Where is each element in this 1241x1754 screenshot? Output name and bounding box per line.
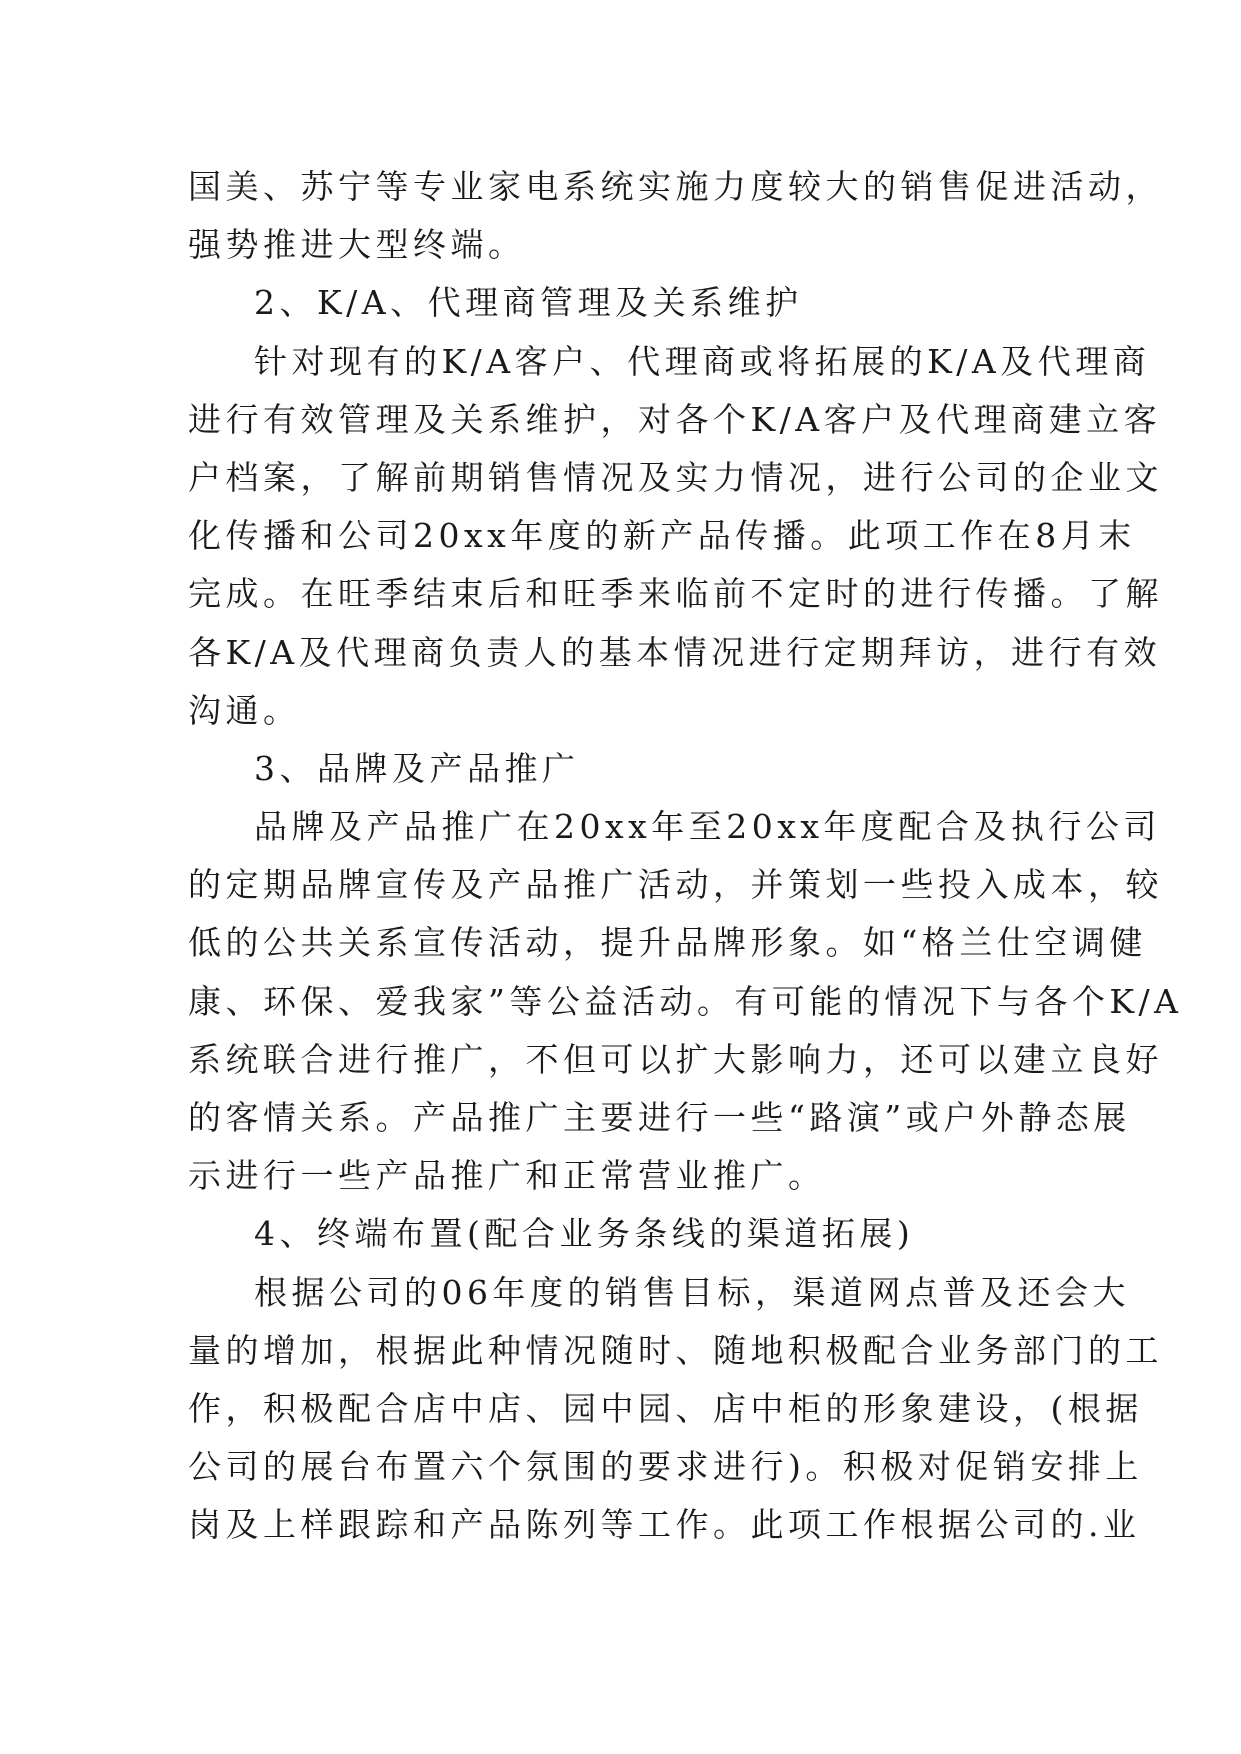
document-body (188, 158, 1183, 1555)
text-line: 岗及上样跟踪和产品陈列等工作。此项工作根据公司的.业 (188, 1505, 1141, 1545)
text-line: 低的公共关系宣传活动，提升品牌形象。如“格兰仕空调健 (188, 923, 1147, 963)
text-line: 品牌及产品推广在20xx年至20xx年度配合及执行公司 (254, 807, 1161, 847)
text-line: 的客情关系。产品推广主要进行一些“路演”或户外静态展 (188, 1098, 1131, 1137)
text-line: 进行有效管理及关系维护，对各个K/A客户及代理商建立客 (188, 399, 1162, 439)
text-line: 根据公司的06年度的销售目标，渠道网点普及还会大 (254, 1272, 1130, 1312)
text-line: 化传播和公司20xx年度的新产品传播。此项工作在8月末 (188, 516, 1136, 556)
text-line: 量的增加，根据此种情况随时、随地积极配合业务部门的工 (188, 1330, 1163, 1370)
text-line: 康、环保、爱我家”等公益活动。有可能的情况下与各个K/A (188, 981, 1183, 1021)
section-heading: 4、终端布置(配合业务条线的渠道拓展) (254, 1214, 915, 1254)
text-line: 针对现有的K/A客户、代理商或将拓展的K/A及代理商 (254, 341, 1151, 381)
text-line: 户档案，了解前期销售情况及实力情况，进行公司的企业文 (188, 457, 1163, 497)
text-line: 完成。在旺季结束后和旺季来临前不定时的进行传播。了解 (188, 574, 1163, 614)
section-heading: 3、品牌及产品推广 (254, 748, 580, 788)
text-line: 强势推进大型终端。 (188, 225, 526, 265)
text-line: 示进行一些产品推广和正常营业推广。 (188, 1156, 826, 1196)
text-line: 国美、苏宁等专业家电系统实施力度较大的销售促进活动， (188, 167, 1163, 206)
text-line: 的定期品牌宣传及产品推广活动，并策划一些投入成本，较 (188, 865, 1163, 905)
section-heading: 2、K/A、代理商管理及关系维护 (254, 283, 803, 323)
text-line: 作，积极配合店中店、园中园、店中柜的形象建设，(根据 (188, 1388, 1143, 1428)
text-line: 沟通。 (188, 690, 301, 730)
text-line: 各K/A及代理商负责人的基本情况进行定期拜访，进行有效 (188, 632, 1162, 672)
text-line: 公司的展台布置六个氛围的要求进行)。积极对促销安排上 (188, 1447, 1143, 1487)
text-line: 系统联合进行推广，不但可以扩大影响力，还可以建立良好 (188, 1039, 1163, 1079)
